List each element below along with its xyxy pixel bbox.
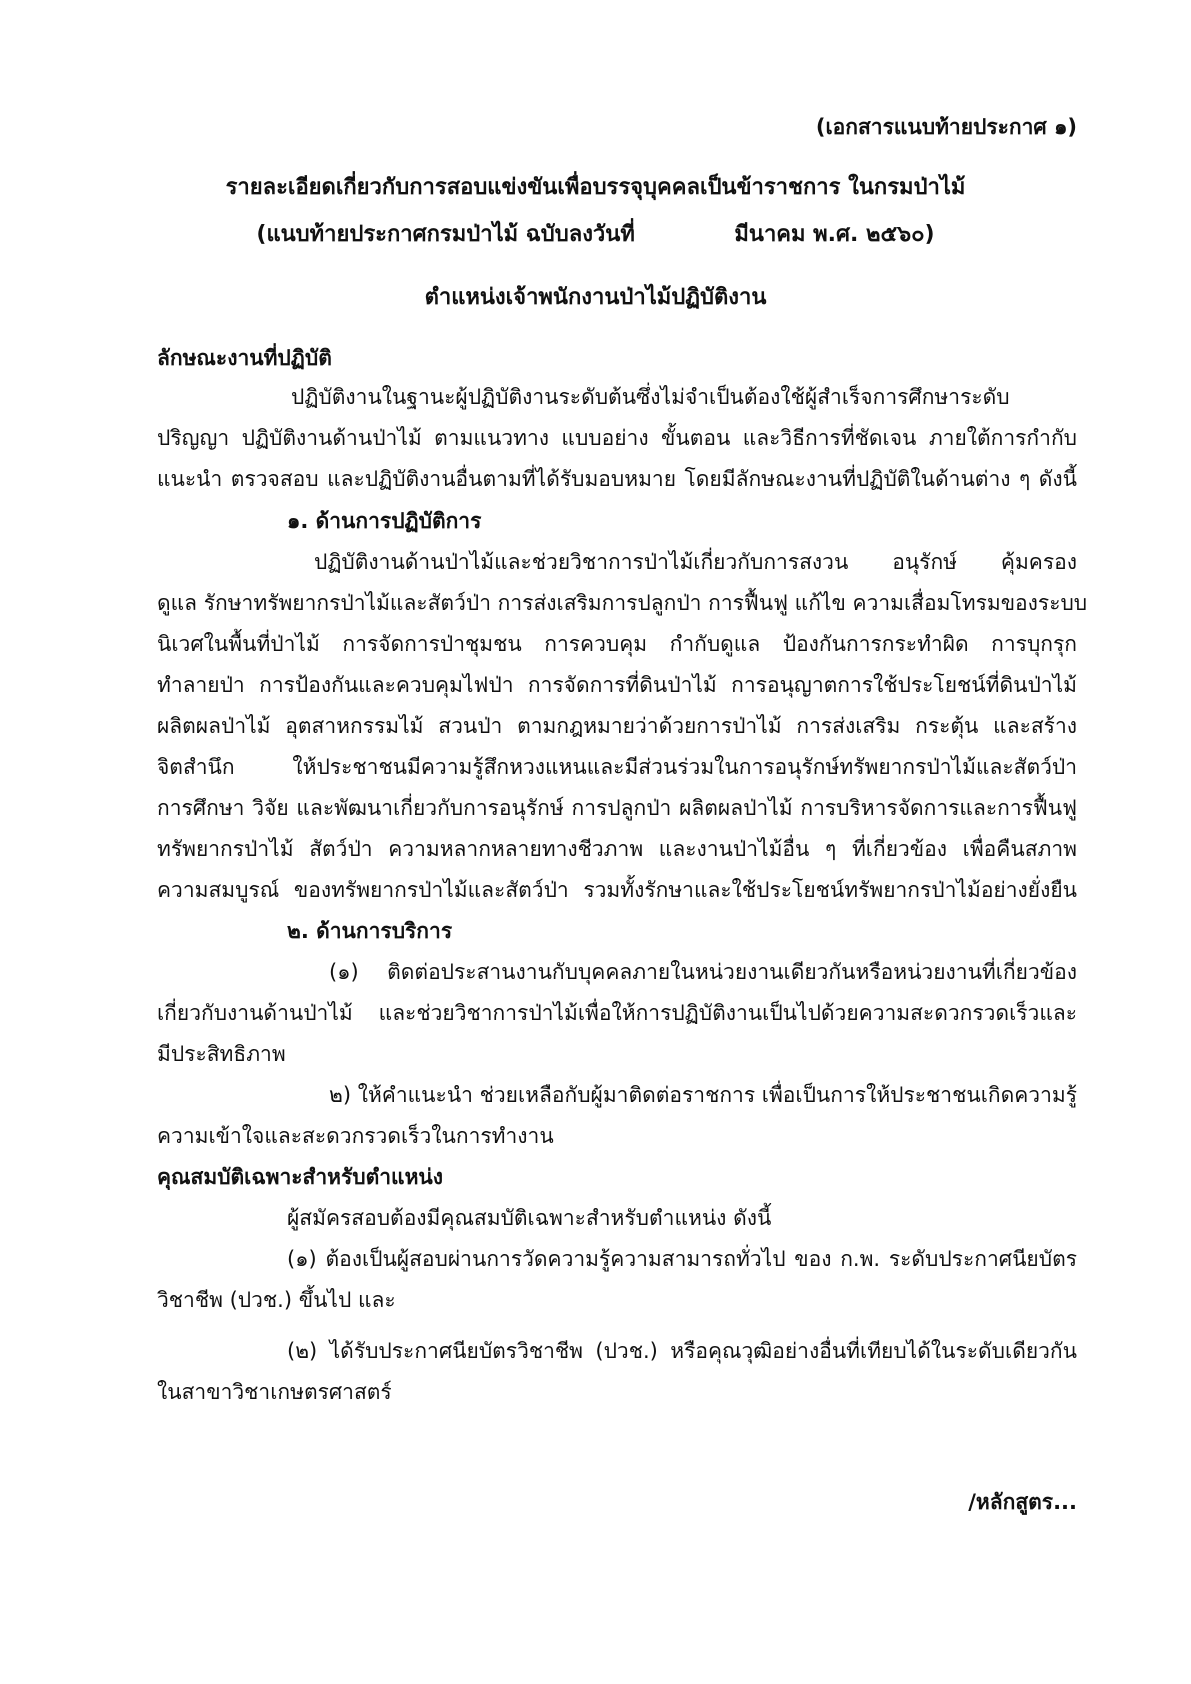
section-1-line: ดูแล รักษาทรัพยากรป่าไม้และสัตว์ป่า การส่งเสริมการปลูกป่า การฟื้นฟู แก้ไข ความเสื่อมโทรมของระบบ [157, 591, 1088, 615]
job-nature-intro-line: ปริญญา ปฏิบัติงานด้านป่าไม้ ตามแนวทาง แบบอย่าง ขั้นตอน และวิธีการที่ชัดเจน ภายใต้การกำกับ [157, 426, 1077, 450]
title-line-2: (แนบท้ายประกาศกรมป่าไม้ ฉบับลงวันที่ มีนาคม พ.ศ. ๒๕๖๐) [256, 222, 935, 247]
section-1-line: นิเวศในพื้นที่ป่าไม้ การจัดการป่าชุมชน การควบคุม กำกับดูแล ป้องกันการกระทำผิด การบุกรุก [157, 632, 1077, 656]
section-1-heading: ๑. ด้านการปฏิบัติการ [287, 509, 482, 533]
continuation-marker: /หลักสูตร... [968, 1490, 1077, 1514]
section-2-item-1-line: มีประสิทธิภาพ [157, 1042, 286, 1066]
job-nature-heading: ลักษณะงานที่ปฏิบัติ [157, 346, 332, 370]
qualifications-intro: ผู้สมัครสอบต้องมีคุณสมบัติเฉพาะสำหรับตำแหน่ง ดังนี้ [287, 1206, 772, 1230]
qualification-item-2-line: (๒) ได้รับประกาศนียบัตรวิชาชีพ (ปวช.) หรือคุณวุฒิอย่างอื่นที่เทียบได้ในระดับเดียวกัน [287, 1339, 1077, 1363]
qualification-item-2-line: ในสาขาวิชาเกษตรศาสตร์ [157, 1380, 392, 1404]
section-1-line: จิตสำนึก ให้ประชาชนมีความรู้สึกหวงแหนและมีส่วนร่วมในการอนุรักษ์ทรัพยากรป่าไม้และสัตว์ป่า [157, 755, 1077, 779]
section-1-line: การศึกษา วิจัย และพัฒนาเกี่ยวกับการอนุรักษ์ การปลูกป่า ผลิตผลป่าไม้ การบริหารจัดการและการฟื้นฟู [157, 796, 1077, 820]
section-2-item-1-line: (๑) ติดต่อประสานงานกับบุคคลภายในหน่วยงานเดียวกันหรือหน่วยงานที่เกี่ยวข้อง [329, 960, 1077, 984]
section-1-line: ทรัพยากรป่าไม้ สัตว์ป่า ความหลากหลายทางชีวภาพ และงานป่าไม้อื่น ๆ ที่เกี่ยวข้อง เพื่อคืนสภาพ [157, 837, 1077, 861]
section-2-item-1-line: เกี่ยวกับงานด้านป่าไม้ และช่วยวิชาการป่าไม้เพื่อให้การปฏิบัติงานเป็นไปด้วยความสะดวกรวดเร็วและ [157, 1001, 1077, 1025]
section-1-line: ปฏิบัติงานด้านป่าไม้และช่วยวิชาการป่าไม้เกี่ยวกับการสงวน อนุรักษ์ คุ้มครอง [314, 550, 1077, 574]
title-line-1: รายละเอียดเกี่ยวกับการสอบแข่งขันเพื่อบรรจุบุคคลเป็นข้าราชการ ในกรมป่าไม้ [225, 175, 966, 200]
qualification-item-1-line: (๑) ต้องเป็นผู้สอบผ่านการวัดความรู้ความสามารถทั่วไป ของ ก.พ. ระดับประกาศนียบัตร [287, 1247, 1077, 1271]
section-1-line: ผลิตผลป่าไม้ อุตสาหกรรมไม้ สวนป่า ตามกฎหมายว่าด้วยการป่าไม้ การส่งเสริม กระตุ้น และสร้าง [157, 714, 1077, 738]
section-2-item-2-line: ๒) ให้คำแนะนำ ช่วยเหลือกับผู้มาติดต่อราชการ เพื่อเป็นการให้ประชาชนเกิดความรู้ [329, 1083, 1077, 1107]
section-1-line: ทำลายป่า การป้องกันและควบคุมไฟป่า การจัดการที่ดินป่าไม้ การอนุญาตการใช้ประโยชน์ที่ดินป่าไม้ [157, 673, 1077, 697]
job-nature-intro-line: ปฏิบัติงานในฐานะผู้ปฏิบัติงานระดับต้นซึ่งไม่จำเป็นต้องใช้ผู้สำเร็จการศึกษาระดับ [291, 385, 1010, 409]
section-2-heading: ๒. ด้านการบริการ [287, 919, 453, 943]
section-2-item-2-line: ความเข้าใจและสะดวกรวดเร็วในการทำงาน [157, 1124, 554, 1148]
section-1-line: ความสมบูรณ์ ของทรัพยากรป่าไม้และสัตว์ป่า รวมทั้งรักษาและใช้ประโยชน์ทรัพยากรป่าไม้อย่างยั่งยืน [157, 878, 1077, 902]
attachment-label: (เอกสารแนบท้ายประกาศ ๑) [815, 115, 1077, 139]
position-title: ตำแหน่งเจ้าพนักงานป่าไม้ปฏิบัติงาน [424, 285, 767, 310]
job-nature-intro-line: แนะนำ ตรวจสอบ และปฏิบัติงานอื่นตามที่ได้รับมอบหมาย โดยมีลักษณะงานที่ปฏิบัติในด้านต่าง ๆ ดังนี้ [157, 467, 1077, 491]
qualifications-heading: คุณสมบัติเฉพาะสำหรับตำแหน่ง [157, 1165, 444, 1189]
qualification-item-1-line: วิชาชีพ (ปวช.) ขึ้นไป และ [157, 1288, 396, 1312]
